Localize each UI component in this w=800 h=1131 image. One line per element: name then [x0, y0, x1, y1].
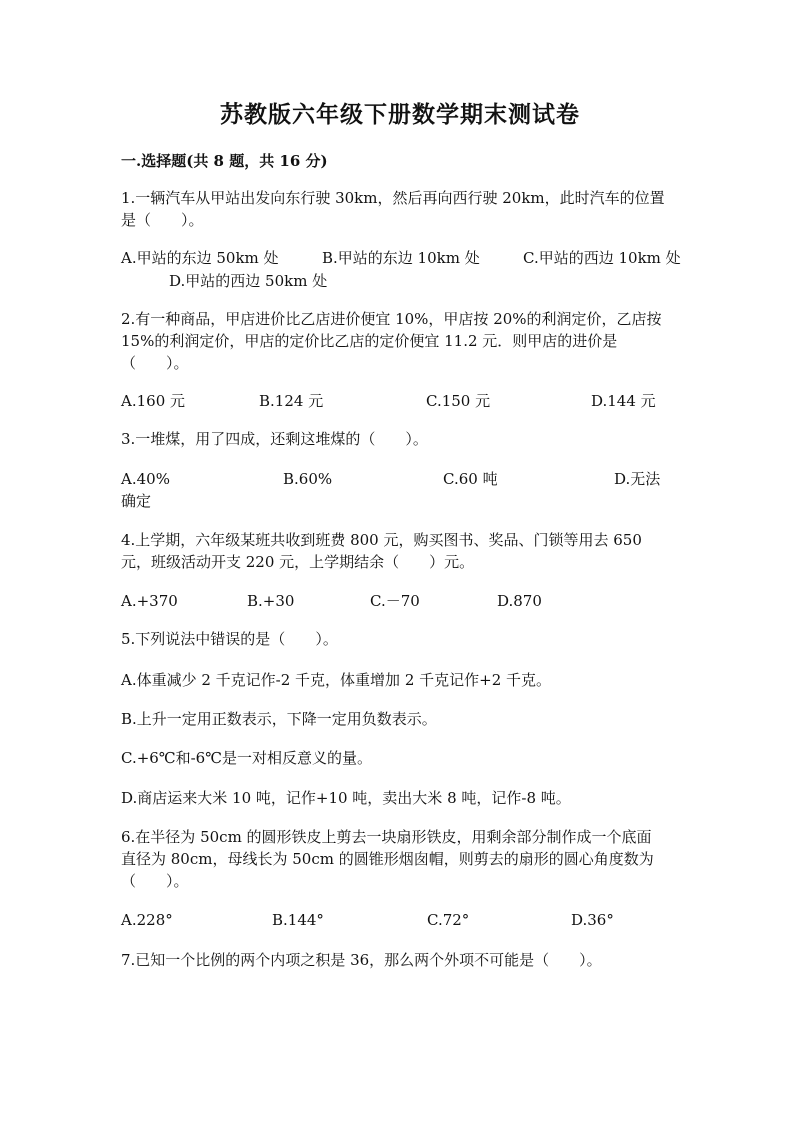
question-7-line-1: 7.已知一个比例的两个内项之积是 36，那么两个外项不可能是（ ）。	[121, 951, 602, 969]
option-c[interactable]: C.－70	[370, 592, 420, 610]
section-heading: 一.选择题(共 8 题，共 16 分)	[121, 152, 328, 170]
question-4-options	[121, 590, 686, 612]
option-d[interactable]: D.商店运来大米 10 吨，记作+10 吨，卖出大米 8 吨，记作-8 吨。	[121, 789, 571, 807]
question-2-line-1: 2.有一种商品，甲店进价比乙店进价便宜 10%，甲店按 20%的利润定价，乙店按	[121, 310, 662, 328]
option-d[interactable]: D.144 元	[591, 392, 656, 410]
option-d[interactable]: D.无法	[614, 470, 661, 488]
option-d[interactable]: D.36°	[571, 911, 614, 929]
option-a[interactable]: A.体重减少 2 千克记作-2 千克，体重增加 2 千克记作+2 千克。	[121, 671, 552, 689]
question-4-line-1: 4.上学期，六年级某班共收到班费 800 元，购买图书、奖品、门锁等用去 650	[121, 531, 642, 549]
option-a[interactable]: A.+370	[121, 592, 178, 610]
option-b[interactable]: B.60%	[283, 470, 333, 488]
question-1-line-2: 是（ ）。	[121, 211, 204, 229]
option-c[interactable]: C.甲站的西边 10km 处	[523, 249, 681, 267]
question-6-line-3: （ ）。	[121, 872, 189, 890]
option-c[interactable]: C.60 吨	[443, 470, 498, 488]
option-a[interactable]: A.甲站的东边 50km 处	[121, 249, 279, 267]
option-a[interactable]: A.228°	[121, 911, 173, 929]
option-b[interactable]: B.上升一定用正数表示，下降一定用负数表示。	[121, 710, 437, 728]
option-b[interactable]: B.+30	[247, 592, 295, 610]
option-b[interactable]: B.144°	[272, 911, 324, 929]
option-b[interactable]: B.124 元	[259, 392, 324, 410]
question-1-line-1: 1.一辆汽车从甲站出发向东行驶 30km，然后再向西行驶 20km，此时汽车的位置	[121, 189, 665, 207]
option-d[interactable]: D.870	[497, 592, 542, 610]
question-2-line-3: （ ）。	[121, 354, 189, 372]
question-5-line-1: 5.下列说法中错误的是（ ）。	[121, 630, 338, 648]
option-b[interactable]: B.甲站的东边 10km 处	[322, 249, 480, 267]
page-title: 苏教版六年级下册数学期末测试卷	[220, 101, 580, 128]
option-c[interactable]: C.72°	[427, 911, 470, 929]
option-d-continued: 确定	[121, 492, 152, 510]
question-3-line-1: 3.一堆煤，用了四成，还剩这堆煤的（ ）。	[121, 430, 428, 448]
question-1-options	[121, 247, 686, 269]
option-d[interactable]: D.甲站的西边 50km 处	[169, 272, 328, 290]
question-2-line-2: 15%的利润定价，甲店的定价比乙店的定价便宜 11.2 元．则甲店的进价是	[121, 332, 618, 350]
question-4-line-2: 元，班级活动开支 220 元，上学期结余（ ）元。	[121, 553, 475, 571]
question-2-options	[121, 390, 686, 412]
question-3-options	[121, 468, 686, 490]
question-6-line-2: 直径为 80cm，母线长为 50cm 的圆锥形烟囱帽，则剪去的扇形的圆心角度数为	[121, 850, 654, 868]
option-a[interactable]: A.160 元	[121, 392, 185, 410]
option-c[interactable]: C.150 元	[426, 392, 491, 410]
question-6-line-1: 6.在半径为 50cm 的圆形铁皮上剪去一块扇形铁皮，用剩余部分制作成一个底面	[121, 828, 652, 846]
option-c[interactable]: C.+6℃和-6℃是一对相反意义的量。	[121, 749, 372, 767]
question-6-options	[121, 909, 686, 931]
option-a[interactable]: A.40%	[121, 470, 170, 488]
